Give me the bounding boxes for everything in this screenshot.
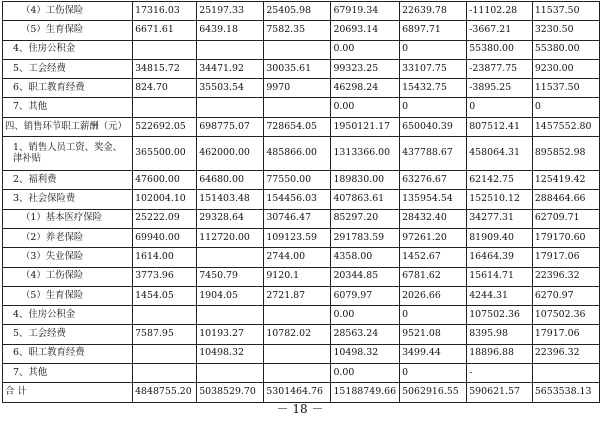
table-cell: 109123.59 — [264, 228, 331, 247]
table-cell: 22639.78 — [400, 2, 467, 21]
table-cell: 0 — [532, 98, 599, 117]
table-cell: 6781.62 — [400, 267, 467, 286]
table-cell: 67919.34 — [331, 2, 400, 21]
table-cell: 81909.40 — [467, 228, 533, 247]
table-cell: 69940.00 — [133, 228, 197, 247]
table-cell — [197, 40, 264, 59]
table-cell: 46298.24 — [331, 79, 400, 98]
table-cell: 0 — [400, 364, 467, 383]
table-cell: 102004.10 — [133, 190, 197, 209]
table-cell: 99323.25 — [331, 59, 400, 78]
table-cell: 151403.48 — [197, 190, 264, 209]
table-cell: 0.00 — [331, 98, 400, 117]
table-cell: 5062916.55 — [400, 383, 467, 402]
table-cell: 34277.31 — [467, 209, 533, 228]
table-cell: 77550.00 — [264, 171, 331, 190]
table-cell: 97261.20 — [400, 228, 467, 247]
table-cell: 3230.50 — [532, 21, 599, 40]
row-label: （4）工伤保险 — [3, 2, 133, 21]
table-cell — [264, 98, 331, 117]
table-cell: 35503.54 — [197, 79, 264, 98]
table-cell: 1454.05 — [133, 286, 197, 305]
table-cell — [197, 98, 264, 117]
table-cell: 4848755.20 — [133, 383, 197, 402]
table-cell: 807512.41 — [467, 117, 533, 136]
table-cell: 34815.72 — [133, 59, 197, 78]
table-cell — [264, 344, 331, 363]
table-cell: 291783.59 — [331, 228, 400, 247]
table-cell: 62709.71 — [532, 209, 599, 228]
table-cell: 15614.71 — [467, 267, 533, 286]
table-cell: 9120.1 — [264, 267, 331, 286]
table-cell: 407863.61 — [331, 190, 400, 209]
table-cell: 55380.00 — [532, 40, 599, 59]
table-cell: 6079.97 — [331, 286, 400, 305]
table-cell: 522692.05 — [133, 117, 197, 136]
table-cell: 895852.98 — [532, 137, 599, 171]
table-cell: 5301464.76 — [264, 383, 331, 402]
table-row — [3, 306, 600, 325]
table-row — [3, 98, 600, 117]
table-cell: 2721.87 — [264, 286, 331, 305]
row-label: 5、工会经费 — [3, 325, 133, 344]
table-cell — [264, 306, 331, 325]
table-row — [3, 325, 600, 344]
table-row — [3, 364, 600, 383]
table-cell: 0 — [400, 306, 467, 325]
table-cell: -3895.25 — [467, 79, 533, 98]
table-cell: 7450.79 — [197, 267, 264, 286]
table-cell: 1457552.80 — [532, 117, 599, 136]
table-cell: 824.70 — [133, 79, 197, 98]
table-row — [3, 286, 600, 305]
table-cell: 2744.00 — [264, 248, 331, 267]
table-cell: 112720.00 — [197, 228, 264, 247]
row-label: 3、社会保险费 — [3, 190, 133, 209]
table-cell: 85297.20 — [331, 209, 400, 228]
row-label: （1）基本医疗保险 — [3, 209, 133, 228]
table-cell: 6671.61 — [133, 21, 197, 40]
table-cell: -3667.21 — [467, 21, 533, 40]
salary-table — [2, 1, 600, 403]
table-cell: 5038529.70 — [197, 383, 264, 402]
table-cell: 590621.57 — [467, 383, 533, 402]
table-row — [3, 21, 600, 40]
table-cell: 1614.00 — [133, 248, 197, 267]
table-cell: 462000.00 — [197, 137, 264, 171]
table-row — [3, 117, 600, 136]
table-cell: 154456.03 — [264, 190, 331, 209]
table-cell: 25222.09 — [133, 209, 197, 228]
table-row — [3, 171, 600, 190]
table-cell: 437788.67 — [400, 137, 467, 171]
table-cell: 135954.54 — [400, 190, 467, 209]
table-cell: 4358.00 — [331, 248, 400, 267]
table-cell — [133, 344, 197, 363]
row-label: 6、职工教育经费 — [3, 344, 133, 363]
table-cell: 1904.05 — [197, 286, 264, 305]
table-cell: 16464.39 — [467, 248, 533, 267]
table-cell — [264, 364, 331, 383]
table-cell: 8395.98 — [467, 325, 533, 344]
table-cell: 62142.75 — [467, 171, 533, 190]
table-cell: 25197.33 — [197, 2, 264, 21]
row-label: 7、其他 — [3, 98, 133, 117]
table-cell — [532, 364, 599, 383]
page-number: － 18 － — [276, 402, 324, 416]
table-cell — [197, 248, 264, 267]
table-cell: 0 — [467, 98, 533, 117]
row-label: 1、销售人员工资、奖金、津补贴 — [3, 137, 133, 171]
table-cell: 10782.02 — [264, 325, 331, 344]
table-cell: 17917.06 — [532, 325, 599, 344]
table-cell: 107502.36 — [532, 306, 599, 325]
table-cell: 728654.05 — [264, 117, 331, 136]
table-cell: 0.00 — [331, 364, 400, 383]
table-cell: 6897.71 — [400, 21, 467, 40]
table-cell: 47600.00 — [133, 171, 197, 190]
table-row — [3, 228, 600, 247]
table-cell — [133, 364, 197, 383]
row-label: （2）养老保险 — [3, 228, 133, 247]
table-cell: 152510.12 — [467, 190, 533, 209]
table-cell: 11537.50 — [532, 79, 599, 98]
table-row — [3, 2, 600, 21]
table-cell: 28563.24 — [331, 325, 400, 344]
table-row — [3, 190, 600, 209]
table-cell: 28432.40 — [400, 209, 467, 228]
table-cell: 0 — [400, 40, 467, 59]
table-cell: 25405.98 — [264, 2, 331, 21]
table-cell — [133, 98, 197, 117]
table-cell: 30035.61 — [264, 59, 331, 78]
table-cell: 9970 — [264, 79, 331, 98]
salary-table-body — [3, 2, 600, 403]
table-row — [3, 59, 600, 78]
table-cell: 189830.00 — [331, 171, 400, 190]
table-cell: 288464.66 — [532, 190, 599, 209]
table-row — [3, 209, 600, 228]
table-cell — [197, 306, 264, 325]
table-cell: 17316.03 — [133, 2, 197, 21]
row-label: 4、住房公积金 — [3, 40, 133, 59]
table-cell: 33107.75 — [400, 59, 467, 78]
table-cell: 15188749.66 — [331, 383, 400, 402]
table-cell: 10193.27 — [197, 325, 264, 344]
table-cell: 9230.00 — [532, 59, 599, 78]
table-cell: 0.00 — [331, 40, 400, 59]
table-cell: 6270.97 — [532, 286, 599, 305]
row-label: （4）工伤保险 — [3, 267, 133, 286]
row-label: 合 计 — [3, 383, 133, 402]
table-cell: 22396.32 — [532, 344, 599, 363]
table-cell: 10498.32 — [331, 344, 400, 363]
table-row — [3, 137, 600, 171]
table-cell: 17917.06 — [532, 248, 599, 267]
row-label: 5、工会经费 — [3, 59, 133, 78]
table-row — [3, 267, 600, 286]
table-cell — [133, 306, 197, 325]
table-row — [3, 248, 600, 267]
table-cell: 55380.00 — [467, 40, 533, 59]
row-label: 7、其他 — [3, 364, 133, 383]
table-cell: 0 — [400, 98, 467, 117]
row-label: （5）生育保险 — [3, 286, 133, 305]
table-cell: 20693.14 — [331, 21, 400, 40]
table-cell: 18896.88 — [467, 344, 533, 363]
table-cell: 3499.44 — [400, 344, 467, 363]
table-cell: 10498.32 — [197, 344, 264, 363]
table-cell: 7582.35 — [264, 21, 331, 40]
table-cell: 7587.95 — [133, 325, 197, 344]
row-label: （3）失业保险 — [3, 248, 133, 267]
table-row — [3, 344, 600, 363]
table-cell: 15432.75 — [400, 79, 467, 98]
table-cell: 64680.00 — [197, 171, 264, 190]
table-cell: 698775.07 — [197, 117, 264, 136]
table-cell — [133, 40, 197, 59]
table-cell: 1950121.17 — [331, 117, 400, 136]
table-cell: 22396.32 — [532, 267, 599, 286]
table-cell: 30746.47 — [264, 209, 331, 228]
table-cell: 125419.42 — [532, 171, 599, 190]
table-cell: 5653538.13 — [532, 383, 599, 402]
table-cell: 1452.67 — [400, 248, 467, 267]
row-label: 6、职工教育经费 — [3, 79, 133, 98]
table-cell: 3773.96 — [133, 267, 197, 286]
table-cell: 179170.60 — [532, 228, 599, 247]
table-cell: 458064.31 — [467, 137, 533, 171]
table-cell: - — [467, 364, 533, 383]
table-cell: 107502.36 — [467, 306, 533, 325]
table-cell — [197, 364, 264, 383]
table-cell: 485866.00 — [264, 137, 331, 171]
table-cell: 1313366.00 — [331, 137, 400, 171]
table-cell: 29328.64 — [197, 209, 264, 228]
row-label: 4、住房公积金 — [3, 306, 133, 325]
table-cell: 63276.67 — [400, 171, 467, 190]
table-cell: -23877.75 — [467, 59, 533, 78]
table-cell: 4244.31 — [467, 286, 533, 305]
table-cell — [264, 40, 331, 59]
table-cell: 34471.92 — [197, 59, 264, 78]
table-row — [3, 79, 600, 98]
row-label: （5）生育保险 — [3, 21, 133, 40]
row-label: 四、销售环节职工薪酬（元） — [3, 117, 133, 136]
table-cell: 20344.85 — [331, 267, 400, 286]
table-cell: 2026.66 — [400, 286, 467, 305]
table-cell: 650040.39 — [400, 117, 467, 136]
row-label: 2、福利费 — [3, 171, 133, 190]
table-cell: 11537.50 — [532, 2, 599, 21]
table-cell: 365500.00 — [133, 137, 197, 171]
table-cell: 6439.18 — [197, 21, 264, 40]
table-cell: -11102.28 — [467, 2, 533, 21]
table-cell: 9521.08 — [400, 325, 467, 344]
table-cell: 0.00 — [331, 306, 400, 325]
table-row — [3, 40, 600, 59]
